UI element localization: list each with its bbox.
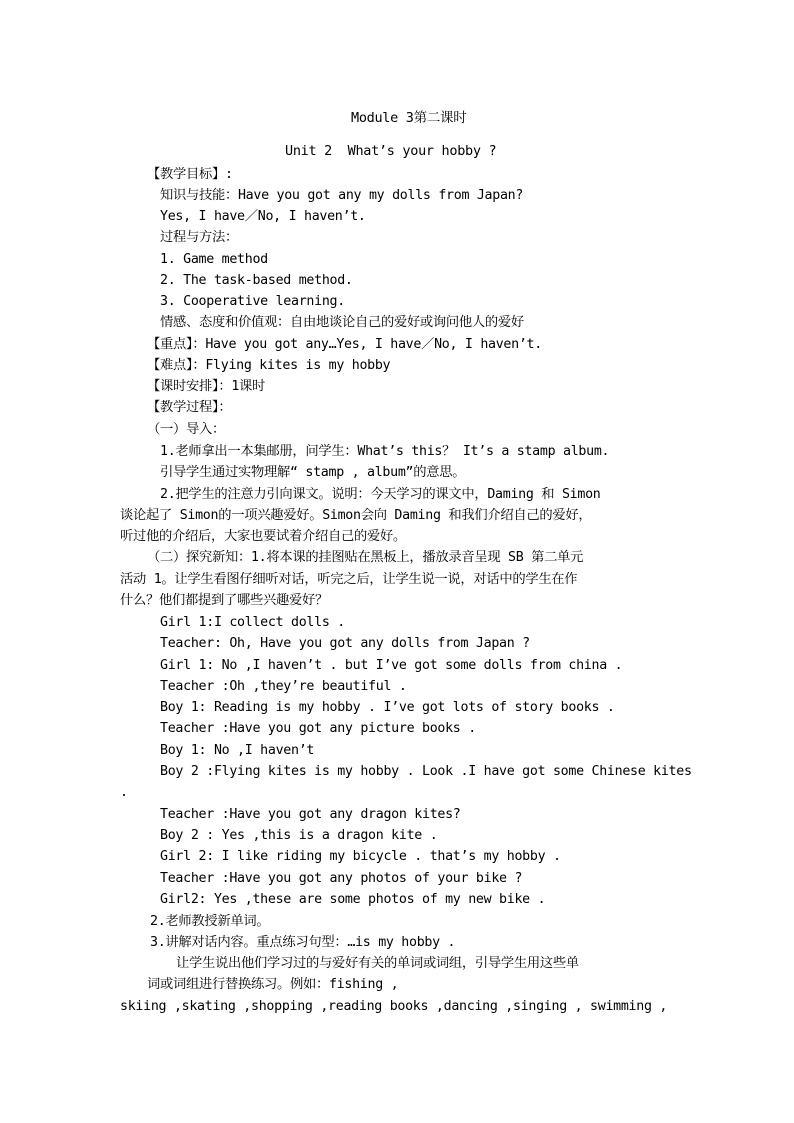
section-heading-key-points: 【重点】：Have you got any…Yes, I have／No, I haven’t. [147,337,542,352]
section-heading-process: 【教学过程】： [147,400,232,415]
text-line: 词或词组进行替换练习。例如：fishing , [147,977,399,992]
text-line: 知识与技能：Have you got any my dolls from Japan? [160,188,524,203]
doc-subtitle: Unit 2 What’s your hobby ? [285,143,497,159]
text-line: 2.老师教授新单词。 [150,914,270,929]
text-line: 情感、态度和价值观：自由地谈论自己的爱好或询问他人的爱好 [160,315,524,330]
dialogue-line: Teacher :Oh ,they’re beautiful . [160,679,407,694]
text-line: 3. Cooperative learning. [160,294,345,309]
text-line: 1.老师拿出一本集邮册，问学生：What’s this？ It’s a stamp album. [160,444,610,459]
text-line: 让学生说出他们学习过的与爱好有关的单词或词组，引导学生用这些单 [176,956,579,971]
dialogue-line: Boy 2 :Flying kites is my hobby . Look .I have got some Chinese kites [160,764,692,779]
dialogue-line: Girl2: Yes ,these are some photos of my new bike . [160,892,546,907]
section-heading-objectives: 【教学目标】: [147,167,233,182]
text-line: 活动 1。让学生看图仔细听对话，听完之后，让学生说一说，对话中的学生在作 [120,572,578,587]
dialogue-line: Teacher :Have you got any photos of your bike ? [160,871,523,886]
text-line: 2. The task-based method. [160,273,353,288]
text-line: 3.讲解对话内容。重点练习句型：…is my hobby . [150,935,456,950]
text-line: 听过他的介绍后，大家也要试着介绍自己的爱好。 [120,529,406,544]
dialogue-line: Teacher: Oh, Have you got any dolls from Japan ? [160,636,530,651]
section-heading-schedule: 【课时安排】：1课时 [147,379,266,394]
text-line: 1. Game method [160,252,268,267]
text-line: 谈论起了 Simon的一项兴趣爱好。Simon会向 Daming 和我们介绍自己的爱好， [120,508,592,523]
text-line: （一）导入： [147,422,225,437]
dialogue-line: Teacher :Have you got any picture books . [160,721,476,736]
dialogue-line: Girl 1:I collect dolls . [160,615,345,630]
text-line: skiing ,skating ,shopping ,reading books ,dancing ,singing , swimming , [120,999,668,1014]
dialogue-line: Teacher :Have you got any dragon kites? [160,807,461,822]
text-line: 什么？他们都提到了哪些兴趣爱好？ [120,593,328,608]
dialogue-line: Boy 1: No ,I haven’t [160,743,315,758]
text-line: 2.把学生的注意力引向课文。说明：今天学习的课文中，Daming 和 Simon [160,487,601,502]
text-line: 过程与方法： [160,230,238,245]
doc-title: Module 3第二课时 [351,110,467,126]
dialogue-line: Girl 2: I like riding my bicycle . that’s my hobby . [160,849,561,864]
dialogue-line: Girl 1: No ,I haven’t . but I’ve got some dolls from china . [160,658,623,673]
text-line: 引导学生通过实物理解“ stamp , album”的意思。 [160,465,466,480]
text-line: （二）探究新知：1.将本课的挂图贴在黑板上，播放录音呈现 SB 第二单元 [147,550,584,565]
section-heading-difficulties: 【难点】：Flying kites is my hobby [147,358,391,373]
dialogue-line: Boy 1: Reading is my hobby . I’ve got lots of story books . [160,700,615,715]
text-line: Yes, I have／No, I haven’t. [160,209,366,224]
dialogue-line: . [120,785,128,800]
dialogue-line: Boy 2 : Yes ,this is a dragon kite . [160,828,438,843]
